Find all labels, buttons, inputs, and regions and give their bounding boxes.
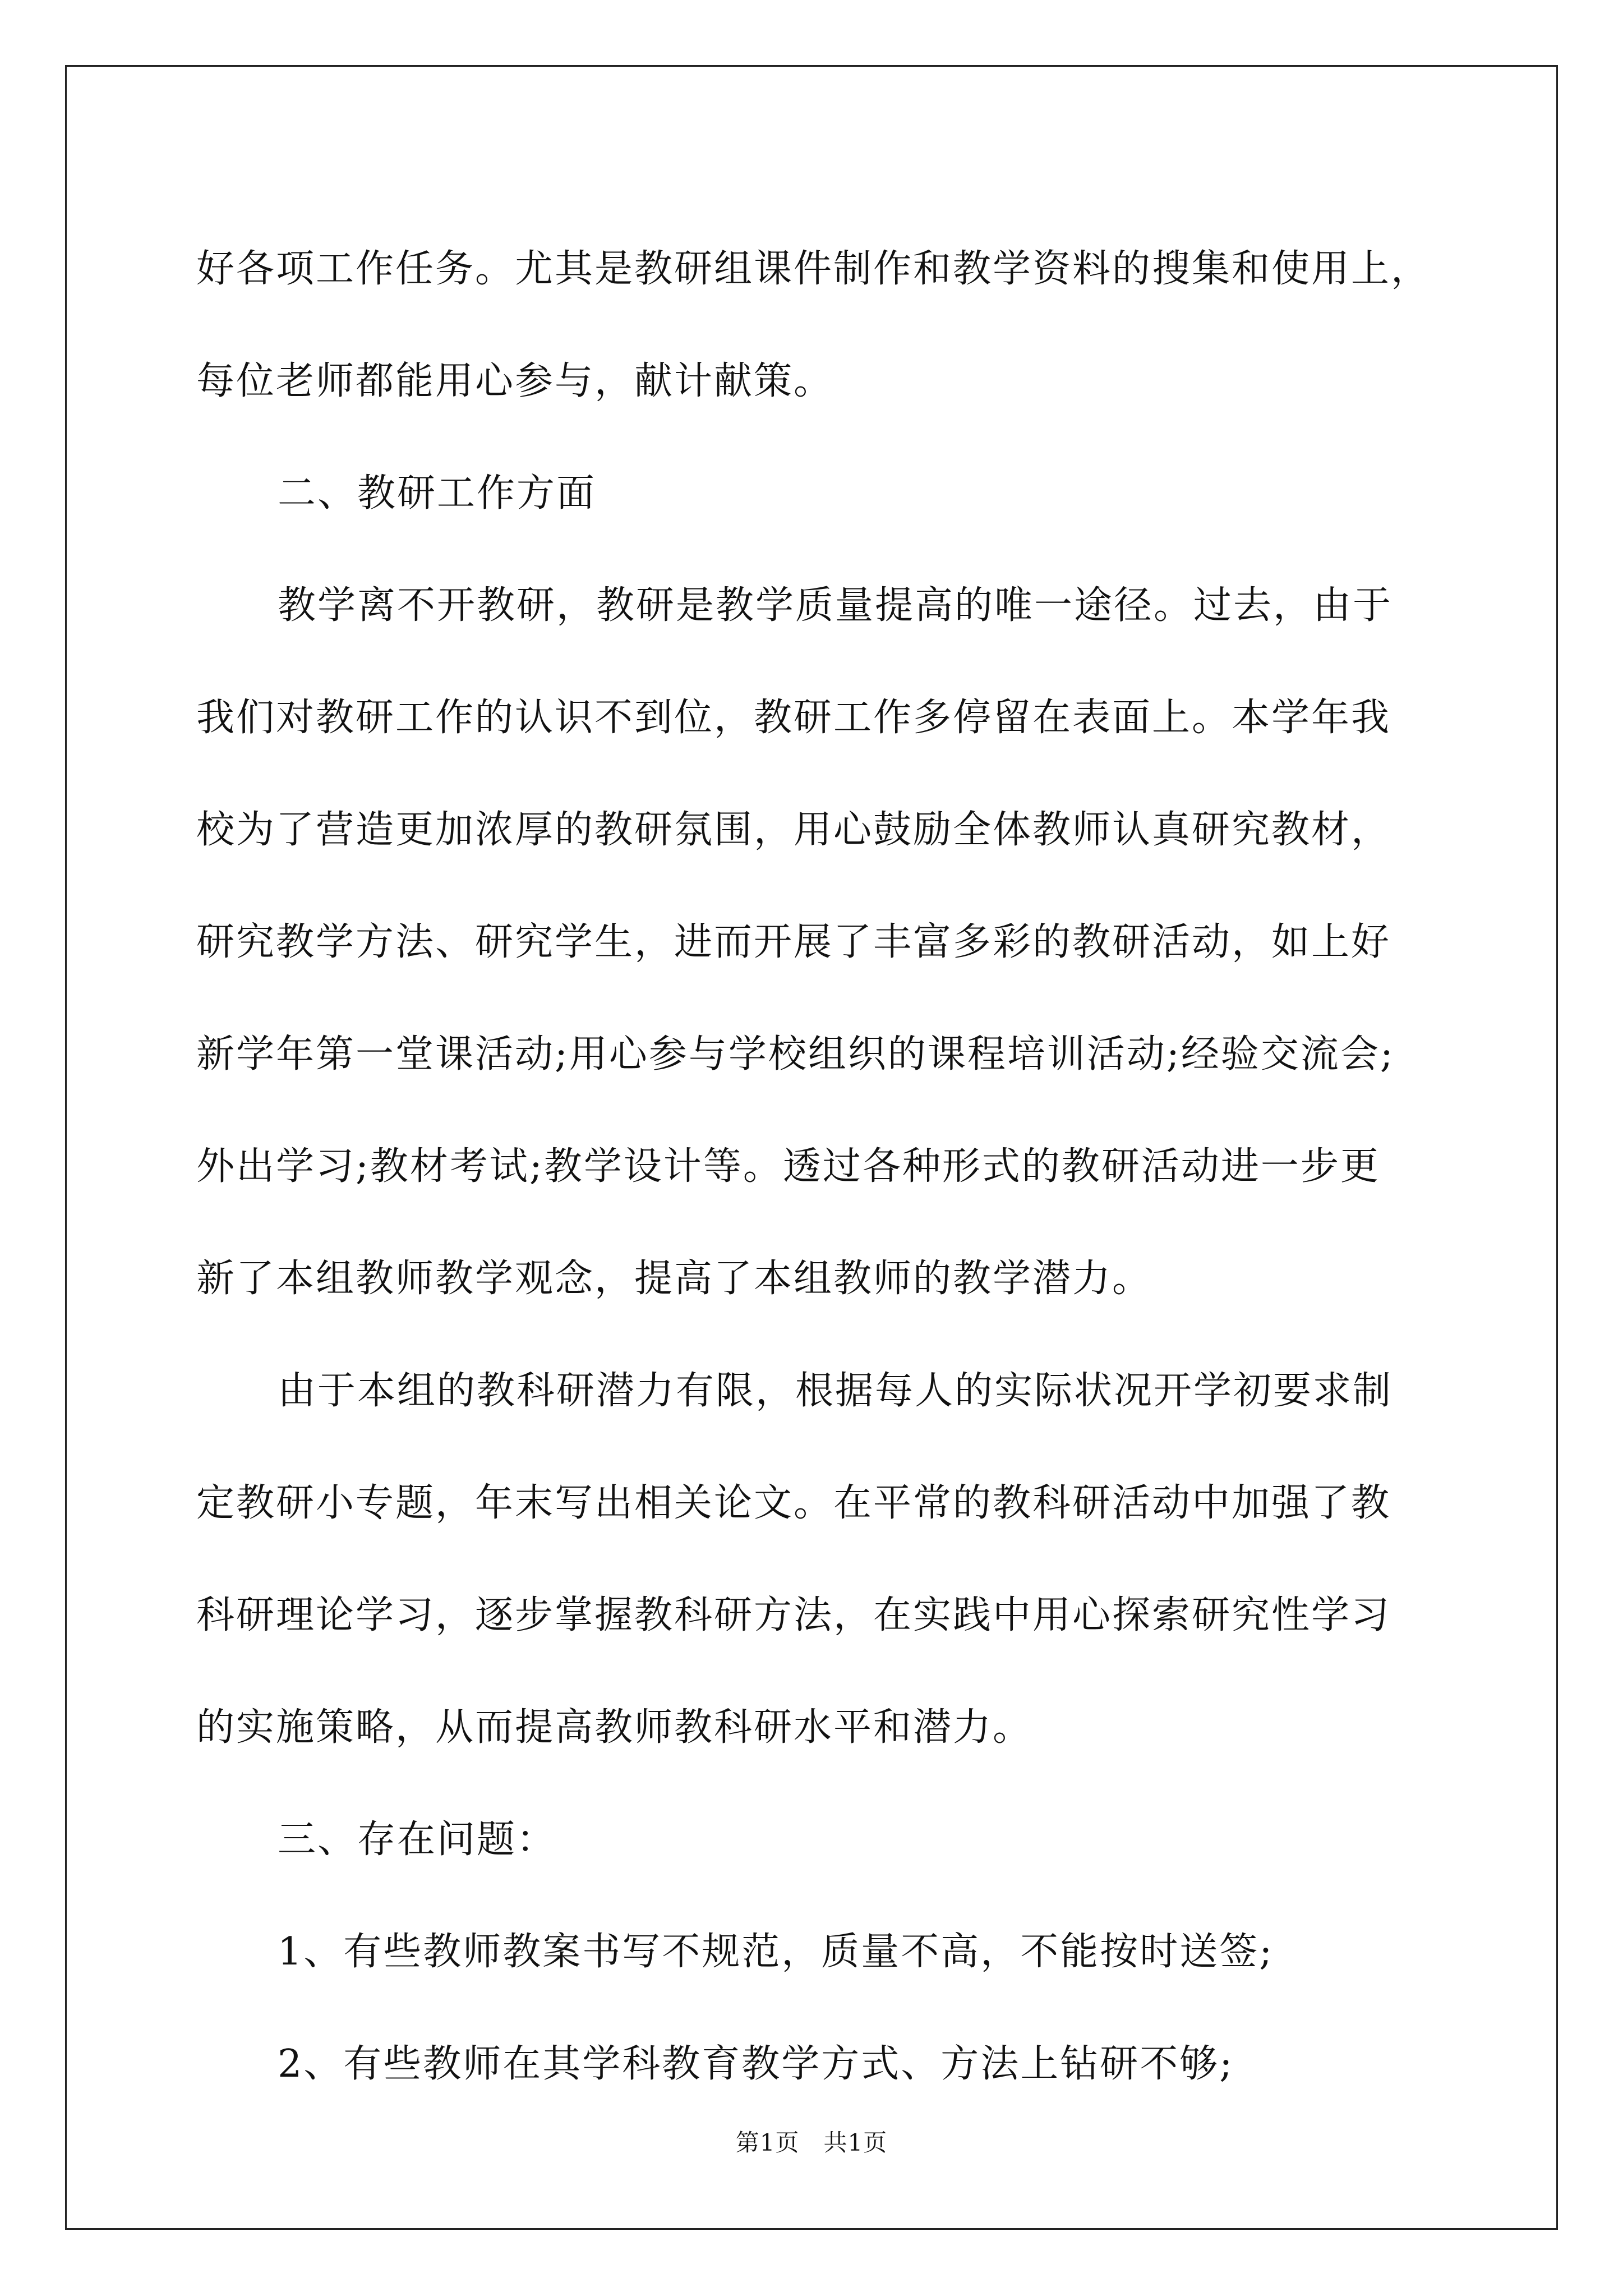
text-line: 教学离不开教研，教研是教学质量提高的唯一途径。过去，由于: [278, 583, 1393, 628]
document-body: [196, 213, 1430, 2120]
text-line: 由于本组的教科研潜力有限，根据每人的实际状况开学初要求制: [278, 1369, 1393, 1413]
section-heading: 三、存在问题：: [278, 1818, 557, 1862]
text-line: 校为了营造更加浓厚的教研氛围，用心鼓励全体教师认真研究教材，: [196, 808, 1391, 852]
list-item: 2、有些教师在其学科教育教学方式、方法上钻研不够;: [278, 2042, 1234, 2086]
text-line: 每位老师都能用心参与，献计献策。: [196, 359, 834, 403]
text-line: 科研理论学习，逐步掌握教科研方法，在实践中用心探索研究性学习: [196, 1593, 1391, 1637]
text-line: 我们对教研工作的认识不到位，教研工作多停留在表面上。本学年我: [196, 696, 1391, 740]
section-heading: 二、教研工作方面: [278, 471, 597, 516]
text-line: 新了本组教师教学观念，提高了本组教师的教学潜力。: [196, 1257, 1152, 1301]
text-line: 外出学习;教材考试;教学设计等。透过各种形式的教研活动进一步更: [196, 1144, 1380, 1189]
list-item: 1、有些教师教案书写不规范，质量不高，不能按时送签;: [278, 1930, 1274, 1974]
text-line: 好各项工作任务。尤其是教研组课件制作和教学资料的搜集和使用上，: [196, 247, 1431, 291]
text-line: 新学年第一堂课活动;用心参与学校组织的课程培训活动;经验交流会;: [196, 1032, 1395, 1076]
text-line: 定教研小专题，年末写出相关论文。在平常的教科研活动中加强了教: [196, 1481, 1391, 1525]
page-number: 第1页 共1页: [735, 2129, 888, 2156]
text-line: 的实施策略，从而提高教师教科研水平和潜力。: [196, 1705, 1033, 1750]
text-line: 研究教学方法、研究学生，进而开展了丰富多彩的教研活动，如上好: [196, 920, 1391, 964]
